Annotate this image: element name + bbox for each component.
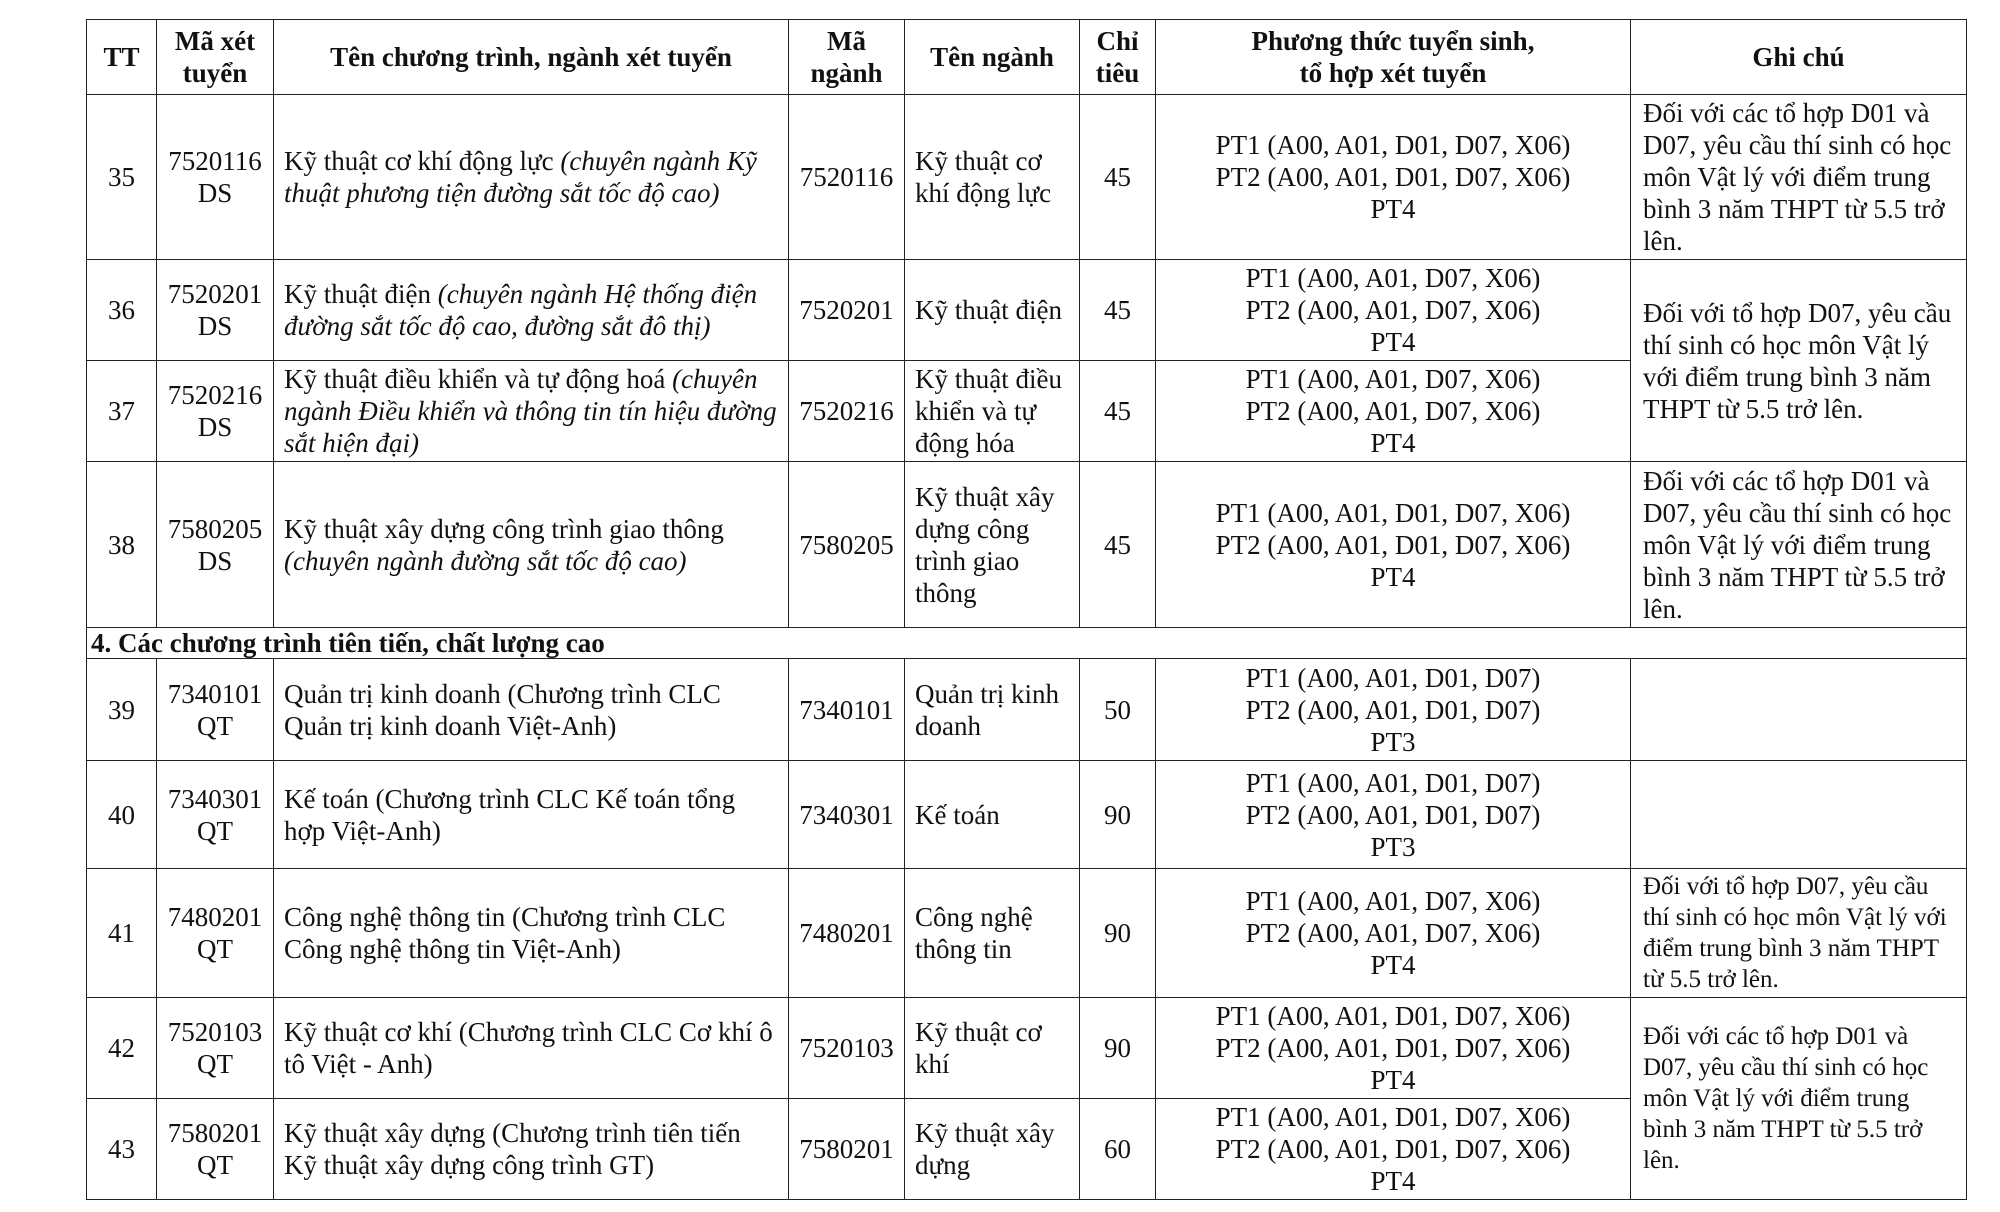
code-line1: 7580205 xyxy=(167,513,263,544)
cell-ma-xet-tuyen xyxy=(157,1099,274,1200)
method-pt1: PT1 (A00, A01, D01, D07, X06) xyxy=(1215,1102,1571,1132)
method-pt2: PT2 (A00, A01, D01, D07, X06) xyxy=(1215,1033,1571,1063)
code-line1: 7520201 xyxy=(167,279,263,309)
cell-phuong-thuc xyxy=(1156,260,1631,361)
cell-ma-xet-tuyen xyxy=(157,95,274,260)
cell-ma-nganh: 7480201 xyxy=(789,869,905,998)
cell-ma-nganh: 7520103 xyxy=(789,998,905,1099)
method-pt2: PT2 (A00, A01, D07, X06) xyxy=(1245,295,1541,325)
cell-tt: 39 xyxy=(87,659,157,761)
program-name: Kỹ thuật xây dựng công trình giao thông xyxy=(284,513,724,544)
cell-ten-nganh: Công nghệ thông tin xyxy=(905,869,1080,998)
cell-ma-xet-tuyen xyxy=(157,260,274,361)
code-line2: QT xyxy=(197,934,233,964)
code-line2: QT xyxy=(197,815,233,846)
table-header-row xyxy=(87,20,1967,95)
cell-tt: 43 xyxy=(87,1099,157,1200)
header-phuong-thuc xyxy=(1156,20,1631,95)
cell-ma-nganh: 7340301 xyxy=(789,761,905,869)
program-specialization: (chuyên ngành Kỹ thuật phương tiện đường sắt tốc độ cao) xyxy=(284,146,757,208)
method-pt3: PT3 xyxy=(1370,831,1416,862)
method-pt3: PT3 xyxy=(1370,726,1416,757)
program-name: Kỹ thuật điều khiển và tự động hoá xyxy=(284,364,673,394)
cell-ghi-chu xyxy=(1631,761,1967,869)
code-line1: 7520116 xyxy=(168,146,262,176)
cell-ma-nganh: 7580205 xyxy=(789,462,905,628)
admission-table xyxy=(86,19,1967,1200)
program-name: Kỹ thuật cơ khí động lực xyxy=(284,146,561,176)
method-pt3: PT4 xyxy=(1370,194,1416,224)
cell-ten-nganh: Kỹ thuật điện xyxy=(905,260,1080,361)
method-pt2: PT2 (A00, A01, D01, D07, X06) xyxy=(1215,162,1571,192)
method-pt1: PT1 (A00, A01, D07, X06) xyxy=(1245,364,1541,394)
method-pt3: PT4 xyxy=(1370,327,1416,357)
code-line2: QT xyxy=(197,710,233,741)
code-line1: 7520103 xyxy=(167,1017,263,1047)
cell-ten-nganh: Kỹ thuật điều khiển và tự động hóa xyxy=(905,361,1080,462)
section-header-row xyxy=(87,628,1967,659)
table-row xyxy=(87,260,1967,361)
header-chi-tieu: Chỉ tiêu xyxy=(1080,20,1156,95)
method-pt3: PT4 xyxy=(1370,950,1416,980)
cell-ghi-chu xyxy=(1631,659,1967,761)
program-specialization: (chuyên ngành Hệ thống điện đường sắt tốc độ cao, đường sắt đô thị) xyxy=(284,279,758,341)
cell-phuong-thuc xyxy=(1156,869,1631,998)
cell-tt: 37 xyxy=(87,361,157,462)
cell-chi-tieu: 50 xyxy=(1080,659,1156,761)
program-name: Kỹ thuật điện xyxy=(284,279,438,309)
cell-chi-tieu: 60 xyxy=(1080,1099,1156,1200)
method-pt2: PT2 (A00, A01, D01, D07) xyxy=(1245,799,1541,830)
header-ten-nganh: Tên ngành xyxy=(905,20,1080,95)
method-pt1: PT1 (A00, A01, D07, X06) xyxy=(1245,263,1541,293)
code-line2: QT xyxy=(197,1150,233,1180)
cell-ten-chuong-trinh xyxy=(274,361,789,462)
cell-ma-xet-tuyen xyxy=(157,761,274,869)
method-pt2: PT2 (A00, A01, D01, D07) xyxy=(1245,694,1541,725)
cell-ma-xet-tuyen xyxy=(157,361,274,462)
header-ma-nganh: Mã ngành xyxy=(789,20,905,95)
cell-ma-xet-tuyen xyxy=(157,869,274,998)
header-tt: TT xyxy=(87,20,157,95)
cell-tt: 42 xyxy=(87,998,157,1099)
cell-chi-tieu: 90 xyxy=(1080,869,1156,998)
cell-phuong-thuc xyxy=(1156,998,1631,1099)
code-line1: 7580201 xyxy=(167,1118,263,1148)
admission-table-container xyxy=(86,19,1966,1200)
section-title: 4. Các chương trình tiên tiến, chất lượng cao xyxy=(87,628,1967,659)
cell-ten-chuong-trinh xyxy=(274,260,789,361)
cell-ten-chuong-trinh: Kỹ thuật xây dựng (Chương trình tiên tiến Kỹ thuật xây dựng công trình GT) xyxy=(274,1099,789,1200)
code-line2: QT xyxy=(197,1049,233,1079)
code-line1: 7340301 xyxy=(167,783,263,814)
cell-chi-tieu: 90 xyxy=(1080,761,1156,869)
method-pt1: PT1 (A00, A01, D07, X06) xyxy=(1245,886,1541,916)
header-phuong-thuc-line2: tổ hợp xét tuyển xyxy=(1299,58,1487,88)
method-pt1: PT1 (A00, A01, D01, D07, X06) xyxy=(1215,497,1571,528)
code-line1: 7480201 xyxy=(167,902,263,932)
cell-tt: 36 xyxy=(87,260,157,361)
cell-chi-tieu: 90 xyxy=(1080,998,1156,1099)
cell-phuong-thuc xyxy=(1156,1099,1631,1200)
code-line2: DS xyxy=(197,412,233,442)
cell-ten-nganh: Kỹ thuật cơ khí động lực xyxy=(905,95,1080,260)
cell-ten-nganh: Kỹ thuật cơ khí xyxy=(905,998,1080,1099)
cell-ghi-chu: Đối với các tổ hợp D01 và D07, yêu cầu thí sinh có học môn Vật lý với điểm trung bình 3 năm THPT từ 5.5 trở lên. xyxy=(1631,95,1967,260)
cell-ma-xet-tuyen xyxy=(157,998,274,1099)
table-row xyxy=(87,998,1967,1099)
cell-phuong-thuc xyxy=(1156,361,1631,462)
header-ten-chuong-trinh: Tên chương trình, ngành xét tuyển xyxy=(274,20,789,95)
method-pt2: PT2 (A00, A01, D07, X06) xyxy=(1245,396,1541,426)
cell-ten-nganh: Kỹ thuật xây dựng công trình giao thông xyxy=(905,462,1080,628)
table-row xyxy=(87,869,1967,998)
cell-chi-tieu: 45 xyxy=(1080,462,1156,628)
cell-ten-chuong-trinh xyxy=(274,95,789,260)
method-pt3: PT4 xyxy=(1370,561,1416,592)
method-pt2: PT2 (A00, A01, D01, D07, X06) xyxy=(1215,1134,1571,1164)
table-row xyxy=(87,95,1967,260)
cell-ten-chuong-trinh: Kỹ thuật cơ khí (Chương trình CLC Cơ khí ô tô Việt - Anh) xyxy=(274,998,789,1099)
program-specialization: (chuyên ngành Điều khiển và thông tin tín hiệu đường sắt hiện đại) xyxy=(284,364,777,458)
cell-tt: 35 xyxy=(87,95,157,260)
code-line2: DS xyxy=(197,545,233,576)
header-ma-xet-tuyen: Mã xét tuyển xyxy=(157,20,274,95)
cell-ten-nganh: Quản trị kinh doanh xyxy=(905,659,1080,761)
cell-ma-nganh: 7340101 xyxy=(789,659,905,761)
cell-ten-chuong-trinh: Quản trị kinh doanh (Chương trình CLC Quản trị kinh doanh Việt-Anh) xyxy=(274,659,789,761)
cell-phuong-thuc xyxy=(1156,659,1631,761)
code-line1: 7340101 xyxy=(167,678,263,709)
cell-ten-chuong-trinh: Kế toán (Chương trình CLC Kế toán tổng hợp Việt-Anh) xyxy=(274,761,789,869)
method-pt1: PT1 (A00, A01, D01, D07, X06) xyxy=(1215,130,1571,160)
cell-tt: 38 xyxy=(87,462,157,628)
method-pt2: PT2 (A00, A01, D07, X06) xyxy=(1245,918,1541,948)
program-specialization: (chuyên ngành đường sắt tốc độ cao) xyxy=(284,545,687,576)
cell-tt: 41 xyxy=(87,869,157,998)
cell-ma-nganh: 7520201 xyxy=(789,260,905,361)
method-pt3: PT4 xyxy=(1370,428,1416,458)
cell-ma-nganh: 7520216 xyxy=(789,361,905,462)
code-line2: DS xyxy=(197,178,233,208)
cell-ma-nganh: 7520116 xyxy=(789,95,905,260)
header-ghi-chu: Ghi chú xyxy=(1631,20,1967,95)
method-pt3: PT4 xyxy=(1370,1065,1416,1095)
method-pt1: PT1 (A00, A01, D01, D07) xyxy=(1245,767,1541,798)
cell-ghi-chu: Đối với tổ hợp D07, yêu cầu thí sinh có học môn Vật lý với điểm trung bình 3 năm THPT từ 5.5 trở lên. xyxy=(1631,260,1967,462)
header-phuong-thuc-line1: Phương thức tuyển sinh, xyxy=(1251,26,1535,56)
table-row xyxy=(87,659,1967,761)
table-row xyxy=(87,462,1967,628)
cell-phuong-thuc xyxy=(1156,761,1631,869)
table-row xyxy=(87,761,1967,869)
code-line1: 7520216 xyxy=(167,380,263,410)
cell-phuong-thuc xyxy=(1156,462,1631,628)
cell-ten-nganh: Kế toán xyxy=(905,761,1080,869)
method-pt1: PT1 (A00, A01, D01, D07) xyxy=(1245,662,1541,693)
cell-ghi-chu: Đối với các tổ hợp D01 và D07, yêu cầu thí sinh có học môn Vật lý với điểm trung bình 3 năm THPT từ 5.5 trở lên. xyxy=(1631,462,1967,628)
cell-ma-xet-tuyen xyxy=(157,659,274,761)
cell-tt: 40 xyxy=(87,761,157,869)
code-line2: DS xyxy=(197,311,233,341)
cell-chi-tieu: 45 xyxy=(1080,361,1156,462)
cell-ghi-chu: Đối với tổ hợp D07, yêu cầu thí sinh có học môn Vật lý với điểm trung bình 3 năm THPT từ 5.5 trở lên. xyxy=(1631,869,1967,998)
cell-ma-nganh: 7580201 xyxy=(789,1099,905,1200)
cell-chi-tieu: 45 xyxy=(1080,260,1156,361)
method-pt1: PT1 (A00, A01, D01, D07, X06) xyxy=(1215,1001,1571,1031)
cell-ten-chuong-trinh: Công nghệ thông tin (Chương trình CLC Công nghệ thông tin Việt-Anh) xyxy=(274,869,789,998)
cell-ten-nganh: Kỹ thuật xây dựng xyxy=(905,1099,1080,1200)
cell-ma-xet-tuyen xyxy=(157,462,274,628)
method-pt2: PT2 (A00, A01, D01, D07, X06) xyxy=(1215,529,1571,560)
method-pt3: PT4 xyxy=(1370,1166,1416,1196)
cell-phuong-thuc xyxy=(1156,95,1631,260)
cell-ghi-chu: Đối với các tổ hợp D01 và D07, yêu cầu thí sinh có học môn Vật lý với điểm trung bình 3 năm THPT từ 5.5 trở lên. xyxy=(1631,998,1967,1200)
cell-ten-chuong-trinh xyxy=(274,462,789,628)
cell-chi-tieu: 45 xyxy=(1080,95,1156,260)
